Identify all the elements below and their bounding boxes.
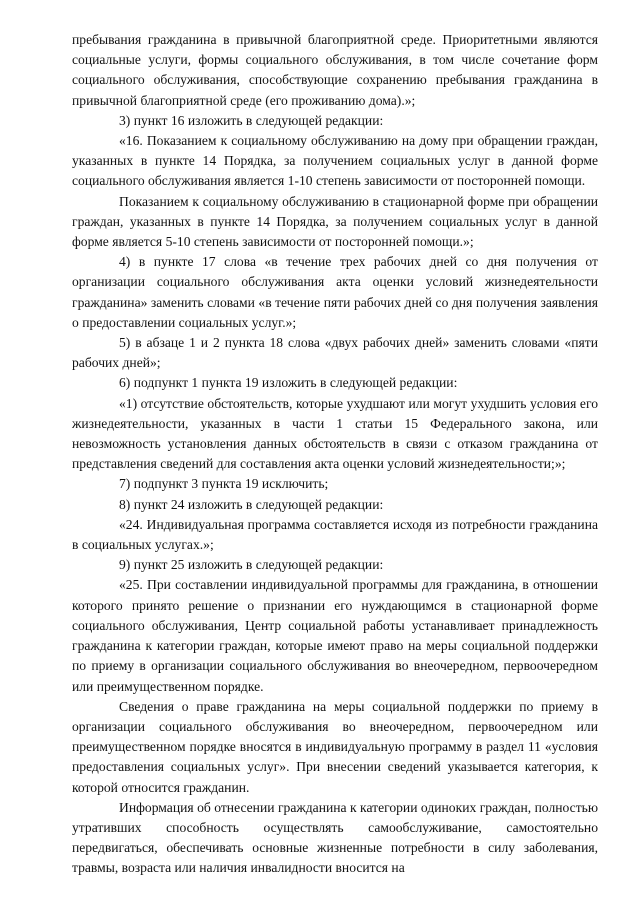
paragraph-6: 5) в абзаце 1 и 2 пункта 18 слова «двух рабочих дней» заменить словами «пяти рабочих дней»; (72, 335, 598, 371)
document-page (72, 30, 598, 879)
paragraph-1: пребывания гражданина в привычной благоприятной среде. Приоритетными являются социальные услуги, формы социального обслуживания, в том числе сочетание форм социального обслуживания, способствующие сохранению пребывания гражданина в привычной благоприятной среде (его проживанию дома).»; (72, 32, 598, 108)
paragraph-11: «24. Индивидуальная программа составляется исходя из потребности гражданина в социальных услугах.»; (72, 516, 598, 553)
paragraph-10: 8) пункт 24 изложить в следующей редакции: (119, 496, 384, 512)
paragraph-8: «1) отсутствие обстоятельств, которые ухудшают или могут ухудшить условия его жизнедеятельности, указанных в части 1 статьи 15 Федерального закона, или невозможность установления данных обстоятельств в связи с отказом гражданина от представления сведений для составления акта оценки условий жизнедеятельности;»; (72, 395, 598, 472)
paragraph-3: «16. Показанием к социальному обслуживанию на дому при обращении граждан, указанных в пункте 14 Порядка, за получением социальных услуг в данной форме социального обслуживания является 1-10 степень зависимости от посторонней помощи. (72, 133, 598, 189)
paragraph-12: 9) пункт 25 изложить в следующей редакции: (119, 557, 384, 573)
paragraph-13: «25. При составлении индивидуальной программы для гражданина, в отношении которого принято решение о признании его нуждающимся в стационарной форме социального обслуживания, Центр социальной работы устанавливает принадлежность гражданина к категории граждан, которые имеют право на меры социальной поддержки по приему в организации социального обслуживания во внеочередном, первоочередном или преимущественном порядке. (72, 577, 598, 694)
paragraph-14: Сведения о праве гражданина на меры социальной поддержки по приему в организации социального обслуживания во внеочередном, первоочередном или преимущественном порядке вносятся в индивидуальную программу в раздел 11 «условия предоставления социальных услуг». При внесении сведений указывается категория, к которой относится гражданин. (72, 698, 598, 795)
paragraph-5: 4) в пункте 17 слова «в течение трех рабочих дней со дня получения от организации социального обслуживания акта оценки условий жизнедеятельности гражданина» заменить словами «в течение пяти рабочих дней со дня получения заявления о предоставлении социальных услуг.»; (72, 254, 598, 330)
paragraph-9: 7) подпункт 3 пункта 19 исключить; (119, 476, 329, 492)
paragraph-15: Информация об отнесении гражданина к категории одиноких граждан, полностью утративших способность осуществлять самообслуживание, самостоятельно передвигаться, обеспечивать основные жизненные потребности в силу заболевания, травмы, возраста или наличия инвалидности вносится на (72, 799, 598, 876)
paragraph-4: Показанием к социальному обслуживанию в стационарной форме при обращении граждан, указанных в пункте 14 Порядка, за получением социальных услуг в данной форме является 5-10 степень зависимости от посторонней помощи.»; (72, 193, 598, 250)
paragraph-7: 6) подпункт 1 пункта 19 изложить в следующей редакции: (119, 375, 458, 391)
paragraph-2: 3) пункт 16 изложить в следующей редакции: (119, 112, 384, 128)
